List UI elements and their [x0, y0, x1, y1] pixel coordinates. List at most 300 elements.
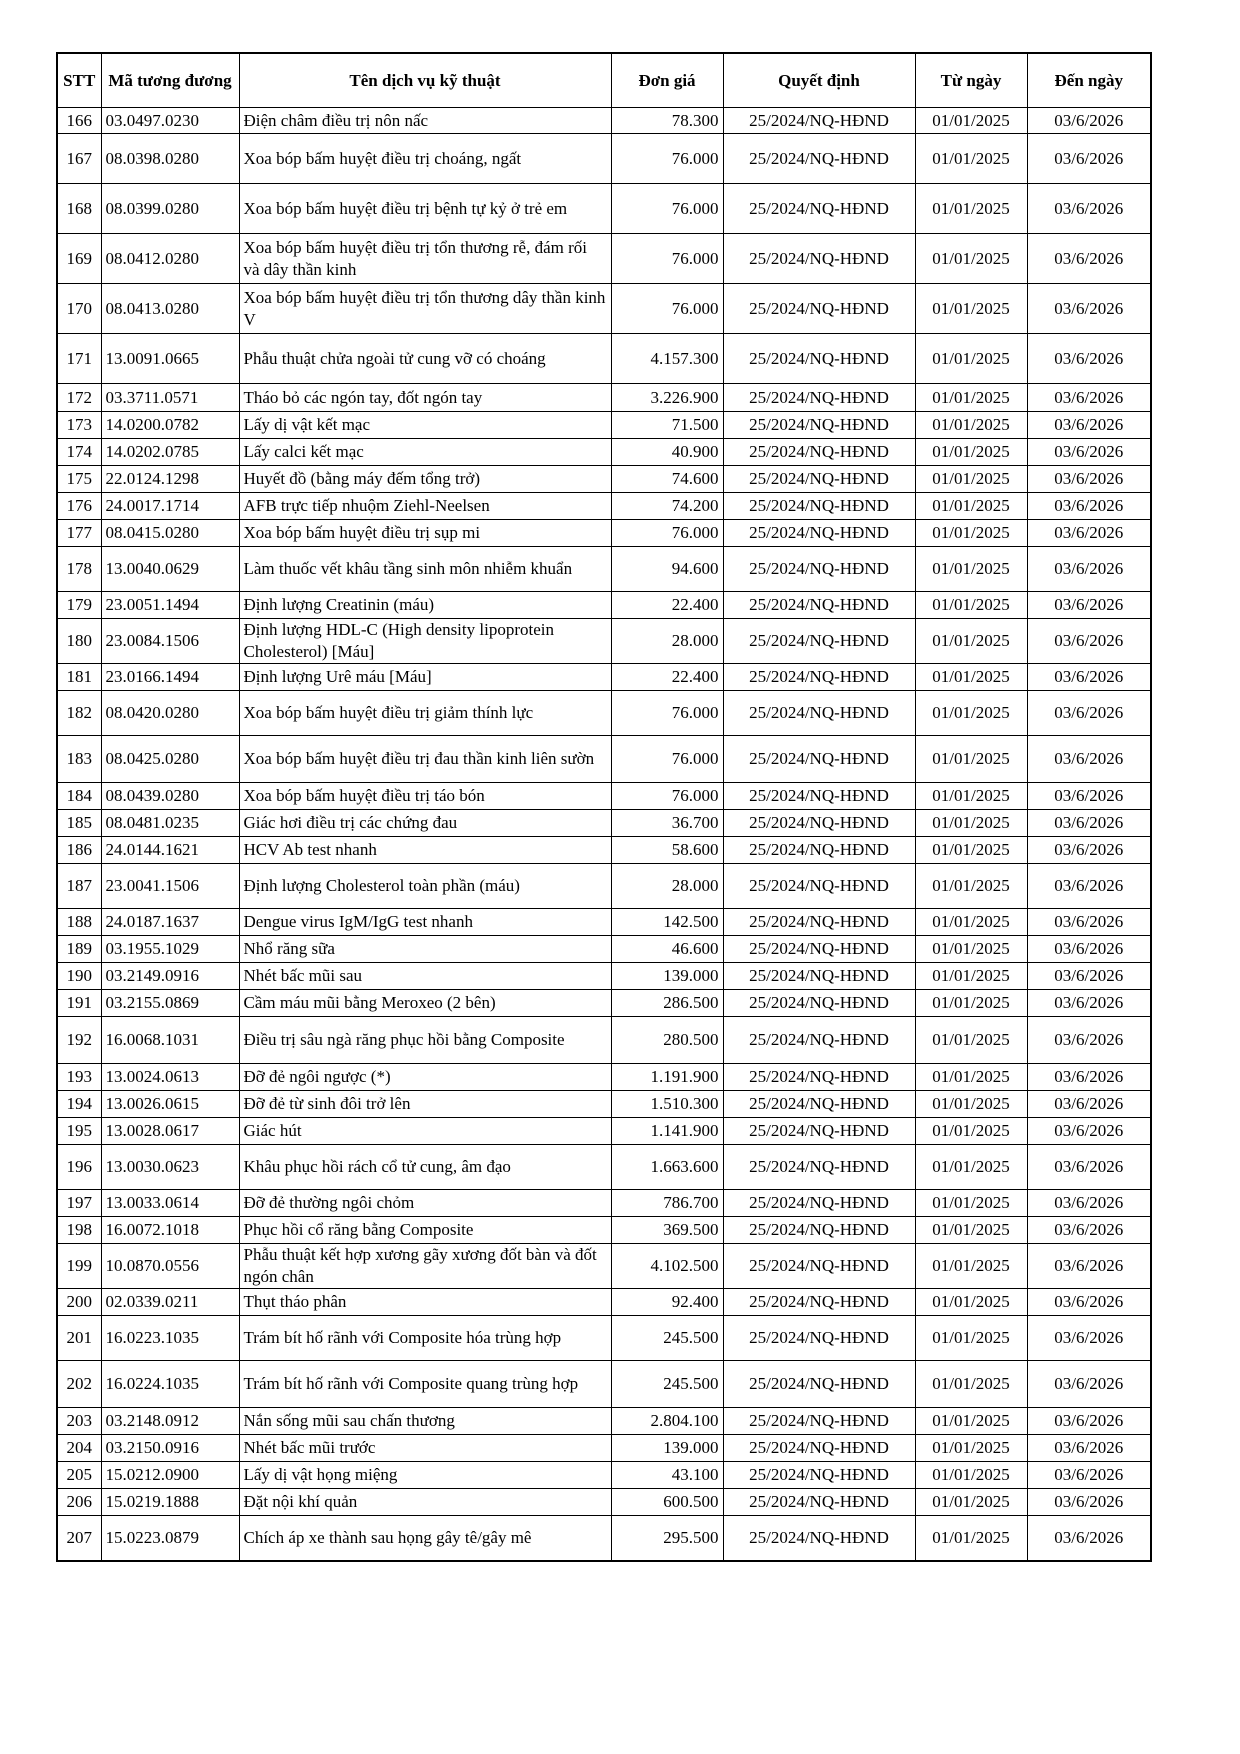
cell-stt: 192	[57, 1017, 101, 1064]
cell-code: 16.0072.1018	[101, 1217, 239, 1244]
cell-service-name: Đỡ đẻ thường ngôi chỏm	[239, 1190, 611, 1217]
cell-from-date: 01/01/2025	[915, 466, 1027, 493]
cell-service-name: HCV Ab test nhanh	[239, 837, 611, 864]
cell-to-date: 03/6/2026	[1027, 547, 1151, 592]
table-row	[57, 1408, 1151, 1435]
table-row	[57, 134, 1151, 184]
table-row	[57, 864, 1151, 909]
cell-stt: 181	[57, 664, 101, 691]
cell-to-date: 03/6/2026	[1027, 1289, 1151, 1316]
table-row	[57, 810, 1151, 837]
cell-decision: 25/2024/NQ-HĐND	[723, 1217, 915, 1244]
cell-to-date: 03/6/2026	[1027, 1516, 1151, 1561]
cell-code: 16.0223.1035	[101, 1316, 239, 1361]
cell-to-date: 03/6/2026	[1027, 1118, 1151, 1145]
cell-decision: 25/2024/NQ-HĐND	[723, 909, 915, 936]
cell-decision: 25/2024/NQ-HĐND	[723, 493, 915, 520]
cell-stt: 177	[57, 520, 101, 547]
cell-to-date: 03/6/2026	[1027, 810, 1151, 837]
header-code: Mã tương đương	[101, 53, 239, 108]
cell-service-name: Giác hút	[239, 1118, 611, 1145]
cell-stt: 176	[57, 493, 101, 520]
cell-to-date: 03/6/2026	[1027, 1316, 1151, 1361]
table-row	[57, 1190, 1151, 1217]
cell-to-date: 03/6/2026	[1027, 1489, 1151, 1516]
cell-from-date: 01/01/2025	[915, 520, 1027, 547]
cell-decision: 25/2024/NQ-HĐND	[723, 1064, 915, 1091]
cell-code: 02.0339.0211	[101, 1289, 239, 1316]
cell-from-date: 01/01/2025	[915, 1064, 1027, 1091]
table-row	[57, 547, 1151, 592]
cell-code: 15.0212.0900	[101, 1462, 239, 1489]
cell-service-name: Huyết đồ (bằng máy đếm tổng trở)	[239, 466, 611, 493]
header-decision: Quyết định	[723, 53, 915, 108]
cell-service-name: Xoa bóp bấm huyệt điều trị sụp mi	[239, 520, 611, 547]
table-row	[57, 990, 1151, 1017]
cell-price: 22.400	[611, 592, 723, 619]
table-row	[57, 1217, 1151, 1244]
cell-decision: 25/2024/NQ-HĐND	[723, 1489, 915, 1516]
cell-stt: 204	[57, 1435, 101, 1462]
cell-from-date: 01/01/2025	[915, 864, 1027, 909]
cell-from-date: 01/01/2025	[915, 493, 1027, 520]
cell-decision: 25/2024/NQ-HĐND	[723, 184, 915, 234]
cell-service-name: Lấy dị vật họng miệng	[239, 1462, 611, 1489]
cell-price: 3.226.900	[611, 384, 723, 412]
cell-decision: 25/2024/NQ-HĐND	[723, 783, 915, 810]
cell-stt: 188	[57, 909, 101, 936]
cell-to-date: 03/6/2026	[1027, 1091, 1151, 1118]
cell-to-date: 03/6/2026	[1027, 1361, 1151, 1408]
cell-to-date: 03/6/2026	[1027, 864, 1151, 909]
cell-decision: 25/2024/NQ-HĐND	[723, 547, 915, 592]
cell-to-date: 03/6/2026	[1027, 691, 1151, 736]
table-row	[57, 520, 1151, 547]
cell-decision: 25/2024/NQ-HĐND	[723, 736, 915, 783]
table-row	[57, 963, 1151, 990]
cell-code: 23.0051.1494	[101, 592, 239, 619]
cell-to-date: 03/6/2026	[1027, 990, 1151, 1017]
cell-service-name: Phẫu thuật kết hợp xương gãy xương đốt bàn và đốt ngón chân	[239, 1244, 611, 1289]
cell-decision: 25/2024/NQ-HĐND	[723, 990, 915, 1017]
cell-code: 14.0200.0782	[101, 412, 239, 439]
cell-service-name: Lấy calci kết mạc	[239, 439, 611, 466]
cell-from-date: 01/01/2025	[915, 439, 1027, 466]
cell-price: 76.000	[611, 184, 723, 234]
cell-from-date: 01/01/2025	[915, 1217, 1027, 1244]
cell-from-date: 01/01/2025	[915, 1017, 1027, 1064]
cell-decision: 25/2024/NQ-HĐND	[723, 1244, 915, 1289]
cell-service-name: Nhét bấc mũi trước	[239, 1435, 611, 1462]
cell-to-date: 03/6/2026	[1027, 184, 1151, 234]
cell-from-date: 01/01/2025	[915, 1361, 1027, 1408]
cell-code: 08.0481.0235	[101, 810, 239, 837]
table-row	[57, 619, 1151, 664]
cell-service-name: Đặt nội khí quản	[239, 1489, 611, 1516]
table-row	[57, 592, 1151, 619]
cell-from-date: 01/01/2025	[915, 909, 1027, 936]
cell-to-date: 03/6/2026	[1027, 384, 1151, 412]
cell-stt: 197	[57, 1190, 101, 1217]
cell-service-name: Phẫu thuật chửa ngoài tử cung vỡ có choáng	[239, 334, 611, 384]
cell-price: 4.157.300	[611, 334, 723, 384]
cell-from-date: 01/01/2025	[915, 736, 1027, 783]
cell-from-date: 01/01/2025	[915, 783, 1027, 810]
cell-code: 13.0028.0617	[101, 1118, 239, 1145]
table-row	[57, 108, 1151, 134]
cell-to-date: 03/6/2026	[1027, 520, 1151, 547]
cell-from-date: 01/01/2025	[915, 334, 1027, 384]
table-row	[57, 184, 1151, 234]
cell-stt: 190	[57, 963, 101, 990]
cell-service-name: Xoa bóp bấm huyệt điều trị tổn thương dây thần kinh V	[239, 284, 611, 334]
cell-decision: 25/2024/NQ-HĐND	[723, 439, 915, 466]
cell-stt: 179	[57, 592, 101, 619]
cell-decision: 25/2024/NQ-HĐND	[723, 664, 915, 691]
cell-service-name: Dengue virus IgM/IgG test nhanh	[239, 909, 611, 936]
table-row	[57, 1516, 1151, 1561]
cell-service-name: Trám bít hố rãnh với Composite hóa trùng hợp	[239, 1316, 611, 1361]
cell-price: 74.200	[611, 493, 723, 520]
cell-decision: 25/2024/NQ-HĐND	[723, 108, 915, 134]
cell-from-date: 01/01/2025	[915, 234, 1027, 284]
cell-decision: 25/2024/NQ-HĐND	[723, 1408, 915, 1435]
cell-service-name: Xoa bóp bấm huyệt điều trị bệnh tự kỷ ở trẻ em	[239, 184, 611, 234]
table-row	[57, 1462, 1151, 1489]
header-from-date: Từ ngày	[915, 53, 1027, 108]
table-row	[57, 284, 1151, 334]
cell-stt: 202	[57, 1361, 101, 1408]
table-row	[57, 384, 1151, 412]
table-row	[57, 334, 1151, 384]
cell-stt: 169	[57, 234, 101, 284]
cell-service-name: Xoa bóp bấm huyệt điều trị đau thần kinh liên sườn	[239, 736, 611, 783]
cell-to-date: 03/6/2026	[1027, 1145, 1151, 1190]
table-row	[57, 466, 1151, 493]
cell-from-date: 01/01/2025	[915, 990, 1027, 1017]
cell-stt: 193	[57, 1064, 101, 1091]
price-table	[56, 52, 1152, 1562]
cell-service-name: Đỡ đẻ ngôi ngược (*)	[239, 1064, 611, 1091]
cell-price: 142.500	[611, 909, 723, 936]
cell-from-date: 01/01/2025	[915, 1118, 1027, 1145]
cell-price: 43.100	[611, 1462, 723, 1489]
cell-decision: 25/2024/NQ-HĐND	[723, 134, 915, 184]
cell-decision: 25/2024/NQ-HĐND	[723, 936, 915, 963]
table-row	[57, 493, 1151, 520]
cell-service-name: Trám bít hố rãnh với Composite quang trùng hợp	[239, 1361, 611, 1408]
cell-stt: 191	[57, 990, 101, 1017]
cell-decision: 25/2024/NQ-HĐND	[723, 384, 915, 412]
cell-from-date: 01/01/2025	[915, 963, 1027, 990]
cell-service-name: Giác hơi điều trị các chứng đau	[239, 810, 611, 837]
cell-code: 03.2155.0869	[101, 990, 239, 1017]
cell-to-date: 03/6/2026	[1027, 736, 1151, 783]
cell-decision: 25/2024/NQ-HĐND	[723, 691, 915, 736]
cell-decision: 25/2024/NQ-HĐND	[723, 1435, 915, 1462]
cell-stt: 206	[57, 1489, 101, 1516]
cell-code: 08.0439.0280	[101, 783, 239, 810]
cell-to-date: 03/6/2026	[1027, 412, 1151, 439]
table-row	[57, 837, 1151, 864]
cell-to-date: 03/6/2026	[1027, 619, 1151, 664]
cell-price: 78.300	[611, 108, 723, 134]
cell-price: 76.000	[611, 234, 723, 284]
cell-code: 23.0166.1494	[101, 664, 239, 691]
cell-price: 76.000	[611, 520, 723, 547]
cell-price: 46.600	[611, 936, 723, 963]
cell-to-date: 03/6/2026	[1027, 108, 1151, 134]
cell-decision: 25/2024/NQ-HĐND	[723, 1145, 915, 1190]
cell-service-name: Xoa bóp bấm huyệt điều trị choáng, ngất	[239, 134, 611, 184]
cell-service-name: Đỡ đẻ từ sinh đôi trở lên	[239, 1091, 611, 1118]
cell-decision: 25/2024/NQ-HĐND	[723, 1017, 915, 1064]
cell-to-date: 03/6/2026	[1027, 592, 1151, 619]
cell-from-date: 01/01/2025	[915, 1244, 1027, 1289]
cell-price: 295.500	[611, 1516, 723, 1561]
cell-to-date: 03/6/2026	[1027, 837, 1151, 864]
cell-service-name: Phục hồi cổ răng bằng Composite	[239, 1217, 611, 1244]
cell-from-date: 01/01/2025	[915, 1516, 1027, 1561]
cell-from-date: 01/01/2025	[915, 1091, 1027, 1118]
table-row	[57, 1435, 1151, 1462]
cell-code: 08.0420.0280	[101, 691, 239, 736]
cell-decision: 25/2024/NQ-HĐND	[723, 284, 915, 334]
header-stt: STT	[57, 53, 101, 108]
table-row	[57, 412, 1151, 439]
cell-service-name: Định lượng HDL-C (High density lipoprotein Cholesterol) [Máu]	[239, 619, 611, 664]
cell-code: 16.0068.1031	[101, 1017, 239, 1064]
cell-stt: 200	[57, 1289, 101, 1316]
cell-stt: 178	[57, 547, 101, 592]
cell-price: 139.000	[611, 1435, 723, 1462]
cell-price: 22.400	[611, 664, 723, 691]
cell-stt: 173	[57, 412, 101, 439]
cell-from-date: 01/01/2025	[915, 810, 1027, 837]
cell-service-name: Điện châm điều trị nôn nấc	[239, 108, 611, 134]
header-name: Tên dịch vụ kỹ thuật	[239, 53, 611, 108]
cell-price: 2.804.100	[611, 1408, 723, 1435]
cell-price: 76.000	[611, 284, 723, 334]
cell-price: 58.600	[611, 837, 723, 864]
cell-service-name: AFB trực tiếp nhuộm Ziehl-Neelsen	[239, 493, 611, 520]
cell-to-date: 03/6/2026	[1027, 466, 1151, 493]
table-row	[57, 1145, 1151, 1190]
cell-decision: 25/2024/NQ-HĐND	[723, 1361, 915, 1408]
cell-to-date: 03/6/2026	[1027, 1017, 1151, 1064]
cell-price: 4.102.500	[611, 1244, 723, 1289]
cell-to-date: 03/6/2026	[1027, 234, 1151, 284]
cell-stt: 199	[57, 1244, 101, 1289]
cell-decision: 25/2024/NQ-HĐND	[723, 1190, 915, 1217]
cell-from-date: 01/01/2025	[915, 1145, 1027, 1190]
header-to-date: Đến ngày	[1027, 53, 1151, 108]
cell-stt: 171	[57, 334, 101, 384]
cell-stt: 175	[57, 466, 101, 493]
cell-service-name: Xoa bóp bấm huyệt điều trị giảm thính lực	[239, 691, 611, 736]
cell-code: 16.0224.1035	[101, 1361, 239, 1408]
cell-code: 22.0124.1298	[101, 466, 239, 493]
cell-decision: 25/2024/NQ-HĐND	[723, 1462, 915, 1489]
table-row	[57, 1316, 1151, 1361]
cell-service-name: Chích áp xe thành sau họng gây tê/gây mê	[239, 1516, 611, 1561]
cell-service-name: Định lượng Urê máu [Máu]	[239, 664, 611, 691]
table-row	[57, 691, 1151, 736]
cell-stt: 203	[57, 1408, 101, 1435]
cell-to-date: 03/6/2026	[1027, 664, 1151, 691]
cell-service-name: Nhét bấc mũi sau	[239, 963, 611, 990]
cell-decision: 25/2024/NQ-HĐND	[723, 234, 915, 284]
cell-stt: 183	[57, 736, 101, 783]
cell-from-date: 01/01/2025	[915, 592, 1027, 619]
cell-code: 10.0870.0556	[101, 1244, 239, 1289]
cell-stt: 195	[57, 1118, 101, 1145]
cell-to-date: 03/6/2026	[1027, 1462, 1151, 1489]
cell-from-date: 01/01/2025	[915, 837, 1027, 864]
cell-from-date: 01/01/2025	[915, 1190, 1027, 1217]
cell-price: 600.500	[611, 1489, 723, 1516]
cell-to-date: 03/6/2026	[1027, 1435, 1151, 1462]
cell-code: 03.0497.0230	[101, 108, 239, 134]
cell-price: 71.500	[611, 412, 723, 439]
cell-to-date: 03/6/2026	[1027, 284, 1151, 334]
table-row	[57, 439, 1151, 466]
cell-service-name: Làm thuốc vết khâu tầng sinh môn nhiễm khuẩn	[239, 547, 611, 592]
cell-code: 13.0033.0614	[101, 1190, 239, 1217]
cell-price: 28.000	[611, 864, 723, 909]
cell-stt: 182	[57, 691, 101, 736]
cell-code: 08.0399.0280	[101, 184, 239, 234]
cell-decision: 25/2024/NQ-HĐND	[723, 837, 915, 864]
cell-price: 94.600	[611, 547, 723, 592]
cell-stt: 207	[57, 1516, 101, 1561]
cell-price: 76.000	[611, 783, 723, 810]
table-row	[57, 1017, 1151, 1064]
cell-stt: 194	[57, 1091, 101, 1118]
cell-service-name: Điều trị sâu ngà răng phục hồi bằng Composite	[239, 1017, 611, 1064]
cell-decision: 25/2024/NQ-HĐND	[723, 1118, 915, 1145]
cell-price: 286.500	[611, 990, 723, 1017]
cell-decision: 25/2024/NQ-HĐND	[723, 334, 915, 384]
cell-decision: 25/2024/NQ-HĐND	[723, 1516, 915, 1561]
cell-price: 92.400	[611, 1289, 723, 1316]
cell-price: 786.700	[611, 1190, 723, 1217]
cell-code: 14.0202.0785	[101, 439, 239, 466]
cell-stt: 205	[57, 1462, 101, 1489]
cell-decision: 25/2024/NQ-HĐND	[723, 466, 915, 493]
cell-stt: 172	[57, 384, 101, 412]
table-row	[57, 1064, 1151, 1091]
cell-code: 08.0415.0280	[101, 520, 239, 547]
cell-price: 74.600	[611, 466, 723, 493]
cell-stt: 167	[57, 134, 101, 184]
cell-decision: 25/2024/NQ-HĐND	[723, 1316, 915, 1361]
cell-code: 13.0026.0615	[101, 1091, 239, 1118]
cell-service-name: Thụt tháo phân	[239, 1289, 611, 1316]
cell-stt: 187	[57, 864, 101, 909]
cell-to-date: 03/6/2026	[1027, 334, 1151, 384]
table-row	[57, 1289, 1151, 1316]
cell-decision: 25/2024/NQ-HĐND	[723, 864, 915, 909]
cell-to-date: 03/6/2026	[1027, 134, 1151, 184]
cell-code: 13.0040.0629	[101, 547, 239, 592]
cell-code: 23.0041.1506	[101, 864, 239, 909]
cell-to-date: 03/6/2026	[1027, 1244, 1151, 1289]
cell-price: 280.500	[611, 1017, 723, 1064]
cell-code: 08.0398.0280	[101, 134, 239, 184]
cell-price: 36.700	[611, 810, 723, 837]
cell-decision: 25/2024/NQ-HĐND	[723, 592, 915, 619]
cell-to-date: 03/6/2026	[1027, 1408, 1151, 1435]
table-row	[57, 1489, 1151, 1516]
cell-from-date: 01/01/2025	[915, 691, 1027, 736]
cell-from-date: 01/01/2025	[915, 384, 1027, 412]
cell-from-date: 01/01/2025	[915, 184, 1027, 234]
cell-code: 23.0084.1506	[101, 619, 239, 664]
cell-code: 03.2148.0912	[101, 1408, 239, 1435]
cell-price: 76.000	[611, 736, 723, 783]
cell-from-date: 01/01/2025	[915, 108, 1027, 134]
table-row	[57, 783, 1151, 810]
cell-stt: 198	[57, 1217, 101, 1244]
cell-service-name: Định lượng Cholesterol toàn phần (máu)	[239, 864, 611, 909]
cell-from-date: 01/01/2025	[915, 1408, 1027, 1435]
table-row	[57, 1091, 1151, 1118]
cell-service-name: Xoa bóp bấm huyệt điều trị táo bón	[239, 783, 611, 810]
cell-from-date: 01/01/2025	[915, 412, 1027, 439]
cell-service-name: Cầm máu mũi bằng Meroxeo (2 bên)	[239, 990, 611, 1017]
cell-price: 1.141.900	[611, 1118, 723, 1145]
cell-to-date: 03/6/2026	[1027, 493, 1151, 520]
cell-from-date: 01/01/2025	[915, 1489, 1027, 1516]
cell-decision: 25/2024/NQ-HĐND	[723, 1091, 915, 1118]
cell-from-date: 01/01/2025	[915, 134, 1027, 184]
cell-service-name: Định lượng Creatinin (máu)	[239, 592, 611, 619]
cell-service-name: Lấy dị vật kết mạc	[239, 412, 611, 439]
cell-to-date: 03/6/2026	[1027, 909, 1151, 936]
cell-decision: 25/2024/NQ-HĐND	[723, 810, 915, 837]
cell-from-date: 01/01/2025	[915, 936, 1027, 963]
cell-code: 08.0413.0280	[101, 284, 239, 334]
cell-decision: 25/2024/NQ-HĐND	[723, 963, 915, 990]
cell-service-name: Khâu phục hồi rách cổ tử cung, âm đạo	[239, 1145, 611, 1190]
cell-service-name: Nhổ răng sữa	[239, 936, 611, 963]
cell-code: 24.0017.1714	[101, 493, 239, 520]
cell-code: 03.3711.0571	[101, 384, 239, 412]
cell-stt: 196	[57, 1145, 101, 1190]
cell-price: 76.000	[611, 134, 723, 184]
cell-stt: 201	[57, 1316, 101, 1361]
table-row	[57, 909, 1151, 936]
cell-price: 1.663.600	[611, 1145, 723, 1190]
cell-price: 1.191.900	[611, 1064, 723, 1091]
cell-price: 1.510.300	[611, 1091, 723, 1118]
cell-stt: 166	[57, 108, 101, 134]
cell-to-date: 03/6/2026	[1027, 936, 1151, 963]
cell-from-date: 01/01/2025	[915, 547, 1027, 592]
cell-stt: 174	[57, 439, 101, 466]
cell-stt: 185	[57, 810, 101, 837]
table-row	[57, 936, 1151, 963]
cell-price: 40.900	[611, 439, 723, 466]
cell-to-date: 03/6/2026	[1027, 963, 1151, 990]
table-row	[57, 736, 1151, 783]
table-row	[57, 1361, 1151, 1408]
cell-decision: 25/2024/NQ-HĐND	[723, 520, 915, 547]
cell-price: 245.500	[611, 1361, 723, 1408]
cell-code: 03.2149.0916	[101, 963, 239, 990]
cell-code: 03.2150.0916	[101, 1435, 239, 1462]
